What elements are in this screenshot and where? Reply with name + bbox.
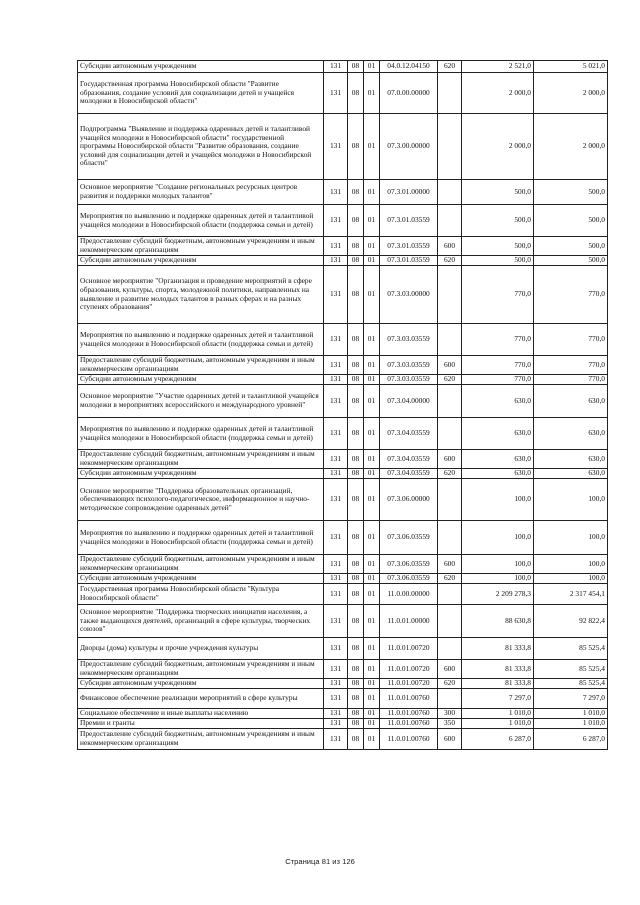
cell-section: 08 bbox=[348, 679, 364, 689]
cell-admin-code: 131 bbox=[324, 584, 348, 605]
cell-subsection: 01 bbox=[364, 180, 380, 205]
cell-name: Государственная программа Новосибирской области "Культура Новосибирской области" bbox=[78, 584, 324, 605]
cell-amount-2: 85 525,4 bbox=[534, 660, 608, 679]
cell-amount-2: 630,0 bbox=[534, 418, 608, 450]
cell-amount-1: 2 209 278,3 bbox=[462, 584, 534, 605]
cell-expense-type bbox=[438, 689, 462, 709]
cell-amount-2: 85 525,4 bbox=[534, 679, 608, 689]
cell-section: 08 bbox=[348, 660, 364, 679]
cell-target-code: 07.3.06.03559 bbox=[380, 555, 438, 574]
budget-table bbox=[77, 60, 608, 750]
cell-target-code: 11.0.01.00720 bbox=[380, 679, 438, 689]
cell-expense-type bbox=[438, 73, 462, 114]
cell-section: 08 bbox=[348, 479, 364, 521]
cell-name: Предоставление субсидий бюджетным, автономным учреждениям и иным некоммерческим организациям bbox=[78, 237, 324, 256]
cell-admin-code: 131 bbox=[324, 574, 348, 584]
cell-amount-2: 770,0 bbox=[534, 356, 608, 375]
cell-subsection: 01 bbox=[364, 709, 380, 719]
cell-amount-2: 1 010,0 bbox=[534, 709, 608, 719]
cell-amount-1: 100,0 bbox=[462, 555, 534, 574]
cell-admin-code: 131 bbox=[324, 605, 348, 638]
cell-amount-2: 100,0 bbox=[534, 521, 608, 555]
table-row bbox=[78, 237, 608, 256]
cell-admin-code: 131 bbox=[324, 555, 348, 574]
cell-subsection: 01 bbox=[364, 479, 380, 521]
cell-subsection: 01 bbox=[364, 689, 380, 709]
cell-name: Субсидии автономным учреждениям bbox=[78, 61, 324, 73]
cell-expense-type: 600 bbox=[438, 450, 462, 469]
cell-target-code: 07.3.03.03559 bbox=[380, 324, 438, 356]
cell-amount-2: 500,0 bbox=[534, 180, 608, 205]
cell-amount-1: 630,0 bbox=[462, 385, 534, 418]
table-row bbox=[78, 709, 608, 719]
cell-amount-1: 770,0 bbox=[462, 266, 534, 324]
table-row bbox=[78, 205, 608, 237]
table-row bbox=[78, 256, 608, 266]
cell-name: Дворцы (дома) культуры и прочие учреждения культуры bbox=[78, 638, 324, 660]
cell-expense-type: 600 bbox=[438, 729, 462, 750]
cell-admin-code: 131 bbox=[324, 180, 348, 205]
table-row bbox=[78, 61, 608, 73]
cell-admin-code: 131 bbox=[324, 719, 348, 729]
cell-target-code: 11.0.00.00000 bbox=[380, 584, 438, 605]
cell-admin-code: 131 bbox=[324, 256, 348, 266]
table-row bbox=[78, 638, 608, 660]
table-row bbox=[78, 660, 608, 679]
cell-section: 08 bbox=[348, 114, 364, 180]
cell-name: Предоставление субсидий бюджетным, автономным учреждениям и иным некоммерческим организациям bbox=[78, 555, 324, 574]
cell-subsection: 01 bbox=[364, 660, 380, 679]
cell-expense-type bbox=[438, 324, 462, 356]
cell-target-code: 11.0.01.00760 bbox=[380, 689, 438, 709]
budget-table-page bbox=[77, 60, 607, 750]
table-row bbox=[78, 418, 608, 450]
cell-amount-1: 81 333,8 bbox=[462, 660, 534, 679]
cell-subsection: 01 bbox=[364, 521, 380, 555]
cell-section: 08 bbox=[348, 584, 364, 605]
table-row bbox=[78, 450, 608, 469]
table-row bbox=[78, 689, 608, 709]
cell-target-code: 07.3.01.00000 bbox=[380, 180, 438, 205]
page-number: Страница 81 из 126 bbox=[285, 857, 355, 866]
cell-section: 08 bbox=[348, 555, 364, 574]
cell-name: Предоставление субсидий бюджетным, автономным учреждениям и иным некоммерческим организациям bbox=[78, 450, 324, 469]
cell-amount-2: 630,0 bbox=[534, 385, 608, 418]
cell-expense-type: 620 bbox=[438, 256, 462, 266]
cell-section: 08 bbox=[348, 237, 364, 256]
cell-section: 08 bbox=[348, 324, 364, 356]
table-row bbox=[78, 555, 608, 574]
cell-amount-1: 500,0 bbox=[462, 237, 534, 256]
cell-subsection: 01 bbox=[364, 729, 380, 750]
cell-name: Мероприятия по выявлению и поддержке одаренных детей и талантливой учащейся молодежи в Новосибирской области (поддержка семьи и детей) bbox=[78, 418, 324, 450]
cell-admin-code: 131 bbox=[324, 237, 348, 256]
table-row bbox=[78, 521, 608, 555]
cell-section: 08 bbox=[348, 450, 364, 469]
cell-amount-1: 81 333,8 bbox=[462, 679, 534, 689]
cell-amount-1: 2 000,0 bbox=[462, 73, 534, 114]
cell-expense-type: 300 bbox=[438, 709, 462, 719]
cell-subsection: 01 bbox=[364, 205, 380, 237]
table-row bbox=[78, 324, 608, 356]
cell-name: Основное мероприятие "Создание региональных ресурсных центров развития и поддержки молодых талантов" bbox=[78, 180, 324, 205]
cell-target-code: 11.0.01.00760 bbox=[380, 719, 438, 729]
cell-subsection: 01 bbox=[364, 605, 380, 638]
cell-name: Субсидии автономным учреждениям bbox=[78, 679, 324, 689]
cell-subsection: 01 bbox=[364, 679, 380, 689]
cell-subsection: 01 bbox=[364, 114, 380, 180]
cell-name: Предоставление субсидий бюджетным, автономным учреждениям и иным некоммерческим организациям bbox=[78, 660, 324, 679]
cell-target-code: 11.0.01.00720 bbox=[380, 638, 438, 660]
cell-amount-1: 100,0 bbox=[462, 574, 534, 584]
cell-amount-2: 7 297,0 bbox=[534, 689, 608, 709]
cell-section: 08 bbox=[348, 180, 364, 205]
cell-name: Субсидии автономным учреждениям bbox=[78, 574, 324, 584]
cell-name: Мероприятия по выявлению и поддержке одаренных детей и талантливой учащейся молодежи в Новосибирской области (поддержка семьи и детей) bbox=[78, 205, 324, 237]
cell-amount-1: 500,0 bbox=[462, 180, 534, 205]
cell-amount-2: 100,0 bbox=[534, 479, 608, 521]
cell-admin-code: 131 bbox=[324, 418, 348, 450]
cell-section: 08 bbox=[348, 521, 364, 555]
cell-subsection: 01 bbox=[364, 418, 380, 450]
cell-admin-code: 131 bbox=[324, 689, 348, 709]
table-row bbox=[78, 679, 608, 689]
table-row bbox=[78, 266, 608, 324]
table-row bbox=[78, 356, 608, 375]
cell-amount-1: 770,0 bbox=[462, 324, 534, 356]
cell-target-code: 07.3.04.00000 bbox=[380, 385, 438, 418]
cell-section: 08 bbox=[348, 709, 364, 719]
cell-amount-2: 770,0 bbox=[534, 375, 608, 385]
cell-amount-2: 630,0 bbox=[534, 469, 608, 479]
cell-expense-type bbox=[438, 385, 462, 418]
cell-amount-2: 6 287,0 bbox=[534, 729, 608, 750]
cell-expense-type: 600 bbox=[438, 555, 462, 574]
cell-section: 08 bbox=[348, 469, 364, 479]
table-row bbox=[78, 469, 608, 479]
cell-subsection: 01 bbox=[364, 73, 380, 114]
cell-expense-type: 350 bbox=[438, 719, 462, 729]
table-row bbox=[78, 729, 608, 750]
cell-target-code: 11.0.01.00000 bbox=[380, 605, 438, 638]
cell-subsection: 01 bbox=[364, 324, 380, 356]
cell-admin-code: 131 bbox=[324, 679, 348, 689]
table-row bbox=[78, 180, 608, 205]
budget-table-body bbox=[78, 61, 608, 750]
cell-admin-code: 131 bbox=[324, 356, 348, 375]
cell-admin-code: 131 bbox=[324, 385, 348, 418]
cell-expense-type: 620 bbox=[438, 679, 462, 689]
cell-target-code: 07.3.01.03559 bbox=[380, 237, 438, 256]
cell-amount-2: 1 010,0 bbox=[534, 719, 608, 729]
cell-target-code: 07.3.06.03559 bbox=[380, 521, 438, 555]
cell-expense-type: 600 bbox=[438, 660, 462, 679]
cell-amount-1: 630,0 bbox=[462, 469, 534, 479]
cell-name: Финансовое обеспечение реализации мероприятий в сфере культуры bbox=[78, 689, 324, 709]
cell-amount-1: 770,0 bbox=[462, 356, 534, 375]
cell-section: 08 bbox=[348, 638, 364, 660]
cell-amount-1: 88 630,8 bbox=[462, 605, 534, 638]
cell-name: Социальное обеспечение и иные выплаты населению bbox=[78, 709, 324, 719]
cell-admin-code: 131 bbox=[324, 638, 348, 660]
cell-amount-2: 500,0 bbox=[534, 256, 608, 266]
cell-expense-type bbox=[438, 205, 462, 237]
cell-amount-2: 500,0 bbox=[534, 237, 608, 256]
cell-expense-type: 620 bbox=[438, 574, 462, 584]
cell-admin-code: 131 bbox=[324, 73, 348, 114]
cell-subsection: 01 bbox=[364, 375, 380, 385]
cell-subsection: 01 bbox=[364, 237, 380, 256]
cell-name: Основное мероприятие "Участие одаренных детей и талантливой учащейся молодежи в мероприятиях всероссийского и международного уровней" bbox=[78, 385, 324, 418]
cell-amount-1: 500,0 bbox=[462, 256, 534, 266]
cell-amount-2: 630,0 bbox=[534, 450, 608, 469]
table-row bbox=[78, 605, 608, 638]
cell-subsection: 01 bbox=[364, 638, 380, 660]
cell-section: 08 bbox=[348, 719, 364, 729]
table-row bbox=[78, 479, 608, 521]
cell-section: 08 bbox=[348, 375, 364, 385]
cell-target-code: 07.3.06.03559 bbox=[380, 574, 438, 584]
cell-name: Субсидии автономным учреждениям bbox=[78, 256, 324, 266]
cell-name: Подпрограмма "Выявление и поддержка одаренных детей и талантливой учащейся молодежи в Новосибирской области" государственной программы Новосибирской области "Развитие образования, создание условий для социализации детей и учащейся молодежи в Новосибирской области" bbox=[78, 114, 324, 180]
cell-admin-code: 131 bbox=[324, 450, 348, 469]
cell-section: 08 bbox=[348, 605, 364, 638]
cell-admin-code: 131 bbox=[324, 469, 348, 479]
cell-section: 08 bbox=[348, 205, 364, 237]
cell-expense-type: 620 bbox=[438, 375, 462, 385]
cell-expense-type bbox=[438, 638, 462, 660]
cell-target-code: 04.0.12.04150 bbox=[380, 61, 438, 73]
cell-section: 08 bbox=[348, 266, 364, 324]
cell-amount-2: 770,0 bbox=[534, 266, 608, 324]
cell-subsection: 01 bbox=[364, 574, 380, 584]
cell-target-code: 11.0.01.00760 bbox=[380, 729, 438, 750]
cell-expense-type: 600 bbox=[438, 356, 462, 375]
cell-admin-code: 131 bbox=[324, 479, 348, 521]
cell-subsection: 01 bbox=[364, 719, 380, 729]
cell-target-code: 07.3.04.03559 bbox=[380, 418, 438, 450]
cell-section: 08 bbox=[348, 73, 364, 114]
cell-amount-1: 630,0 bbox=[462, 418, 534, 450]
cell-admin-code: 131 bbox=[324, 375, 348, 385]
cell-expense-type bbox=[438, 418, 462, 450]
cell-expense-type bbox=[438, 584, 462, 605]
cell-section: 08 bbox=[348, 356, 364, 375]
cell-amount-2: 2 000,0 bbox=[534, 114, 608, 180]
cell-section: 08 bbox=[348, 418, 364, 450]
cell-section: 08 bbox=[348, 61, 364, 73]
cell-section: 08 bbox=[348, 729, 364, 750]
cell-admin-code: 131 bbox=[324, 114, 348, 180]
cell-amount-1: 630,0 bbox=[462, 450, 534, 469]
cell-subsection: 01 bbox=[364, 584, 380, 605]
table-row bbox=[78, 375, 608, 385]
cell-target-code: 11.0.01.00760 bbox=[380, 709, 438, 719]
cell-name: Субсидии автономным учреждениям bbox=[78, 469, 324, 479]
cell-admin-code: 131 bbox=[324, 61, 348, 73]
cell-amount-1: 2 521,0 bbox=[462, 61, 534, 73]
cell-name: Премии и гранты bbox=[78, 719, 324, 729]
cell-amount-2: 500,0 bbox=[534, 205, 608, 237]
cell-admin-code: 131 bbox=[324, 324, 348, 356]
cell-amount-2: 2 000,0 bbox=[534, 73, 608, 114]
cell-target-code: 07.0.00.00000 bbox=[380, 73, 438, 114]
cell-name: Предоставление субсидий бюджетным, автономным учреждениям и иным некоммерческим организациям bbox=[78, 356, 324, 375]
cell-expense-type bbox=[438, 521, 462, 555]
cell-subsection: 01 bbox=[364, 385, 380, 418]
cell-amount-2: 2 317 454,1 bbox=[534, 584, 608, 605]
cell-target-code: 07.3.00.00000 bbox=[380, 114, 438, 180]
cell-admin-code: 131 bbox=[324, 660, 348, 679]
cell-expense-type bbox=[438, 266, 462, 324]
cell-target-code: 07.3.03.03559 bbox=[380, 356, 438, 375]
cell-admin-code: 131 bbox=[324, 729, 348, 750]
cell-amount-1: 1 010,0 bbox=[462, 709, 534, 719]
cell-expense-type bbox=[438, 114, 462, 180]
cell-name: Государственная программа Новосибирской области "Развитие образования, создание условий для социализации детей и учащейся молодежи в Новосибирской области" bbox=[78, 73, 324, 114]
cell-subsection: 01 bbox=[364, 256, 380, 266]
cell-amount-1: 100,0 bbox=[462, 521, 534, 555]
cell-section: 08 bbox=[348, 256, 364, 266]
cell-amount-2: 5 021,0 bbox=[534, 61, 608, 73]
cell-amount-1: 2 000,0 bbox=[462, 114, 534, 180]
cell-amount-1: 770,0 bbox=[462, 375, 534, 385]
cell-target-code: 07.3.01.03559 bbox=[380, 205, 438, 237]
cell-target-code: 07.3.01.03559 bbox=[380, 256, 438, 266]
cell-expense-type: 620 bbox=[438, 469, 462, 479]
cell-amount-1: 100,0 bbox=[462, 479, 534, 521]
cell-section: 08 bbox=[348, 689, 364, 709]
cell-admin-code: 131 bbox=[324, 205, 348, 237]
cell-subsection: 01 bbox=[364, 469, 380, 479]
cell-amount-1: 1 010,0 bbox=[462, 719, 534, 729]
cell-amount-1: 7 297,0 bbox=[462, 689, 534, 709]
cell-amount-2: 100,0 bbox=[534, 555, 608, 574]
cell-name: Мероприятия по выявлению и поддержке одаренных детей и талантливой учащейся молодежи в Новосибирской области (поддержка семьи и детей) bbox=[78, 521, 324, 555]
cell-amount-2: 85 525,4 bbox=[534, 638, 608, 660]
cell-amount-2: 100,0 bbox=[534, 574, 608, 584]
cell-amount-1: 81 333,8 bbox=[462, 638, 534, 660]
cell-subsection: 01 bbox=[364, 266, 380, 324]
cell-target-code: 07.3.06.00000 bbox=[380, 479, 438, 521]
cell-section: 08 bbox=[348, 574, 364, 584]
cell-target-code: 07.3.04.03559 bbox=[380, 450, 438, 469]
cell-expense-type: 620 bbox=[438, 61, 462, 73]
cell-section: 08 bbox=[348, 385, 364, 418]
table-row bbox=[78, 73, 608, 114]
cell-amount-2: 770,0 bbox=[534, 324, 608, 356]
cell-name: Мероприятия по выявлению и поддержке одаренных детей и талантливой учащейся молодежи в Новосибирской области (поддержка семьи и детей) bbox=[78, 324, 324, 356]
table-row bbox=[78, 574, 608, 584]
cell-subsection: 01 bbox=[364, 555, 380, 574]
cell-name: Основное мероприятие "Организация и проведение мероприятий в сфере образования, культуры, спорта, молодежной политики, направленных на выявление и развитие молодых талантов в разных сферах и на разных ступенях образования" bbox=[78, 266, 324, 324]
table-row bbox=[78, 114, 608, 180]
cell-target-code: 07.3.03.03559 bbox=[380, 375, 438, 385]
cell-expense-type bbox=[438, 605, 462, 638]
cell-subsection: 01 bbox=[364, 61, 380, 73]
cell-name: Основное мероприятие "Поддержка творческих инициатив населения, а также выдающихся деятелей, организаций в сфере культуры, творческих союзов" bbox=[78, 605, 324, 638]
cell-name: Предоставление субсидий бюджетным, автономным учреждениям и иным некоммерческим организациям bbox=[78, 729, 324, 750]
cell-target-code: 07.3.03.00000 bbox=[380, 266, 438, 324]
table-row bbox=[78, 385, 608, 418]
cell-name: Основное мероприятие "Поддержка образовательных организаций, обеспечивающих психолого-педагогическое, информационное и научно-методическое сопровождение одаренных детей" bbox=[78, 479, 324, 521]
table-row bbox=[78, 719, 608, 729]
cell-admin-code: 131 bbox=[324, 521, 348, 555]
cell-amount-2: 92 822,4 bbox=[534, 605, 608, 638]
cell-subsection: 01 bbox=[364, 450, 380, 469]
cell-name: Субсидии автономным учреждениям bbox=[78, 375, 324, 385]
cell-subsection: 01 bbox=[364, 356, 380, 375]
cell-target-code: 07.3.04.03559 bbox=[380, 469, 438, 479]
table-row bbox=[78, 584, 608, 605]
cell-expense-type bbox=[438, 180, 462, 205]
cell-amount-1: 6 287,0 bbox=[462, 729, 534, 750]
cell-amount-1: 500,0 bbox=[462, 205, 534, 237]
cell-admin-code: 131 bbox=[324, 709, 348, 719]
cell-admin-code: 131 bbox=[324, 266, 348, 324]
cell-expense-type bbox=[438, 479, 462, 521]
cell-expense-type: 600 bbox=[438, 237, 462, 256]
cell-target-code: 11.0.01.00720 bbox=[380, 660, 438, 679]
